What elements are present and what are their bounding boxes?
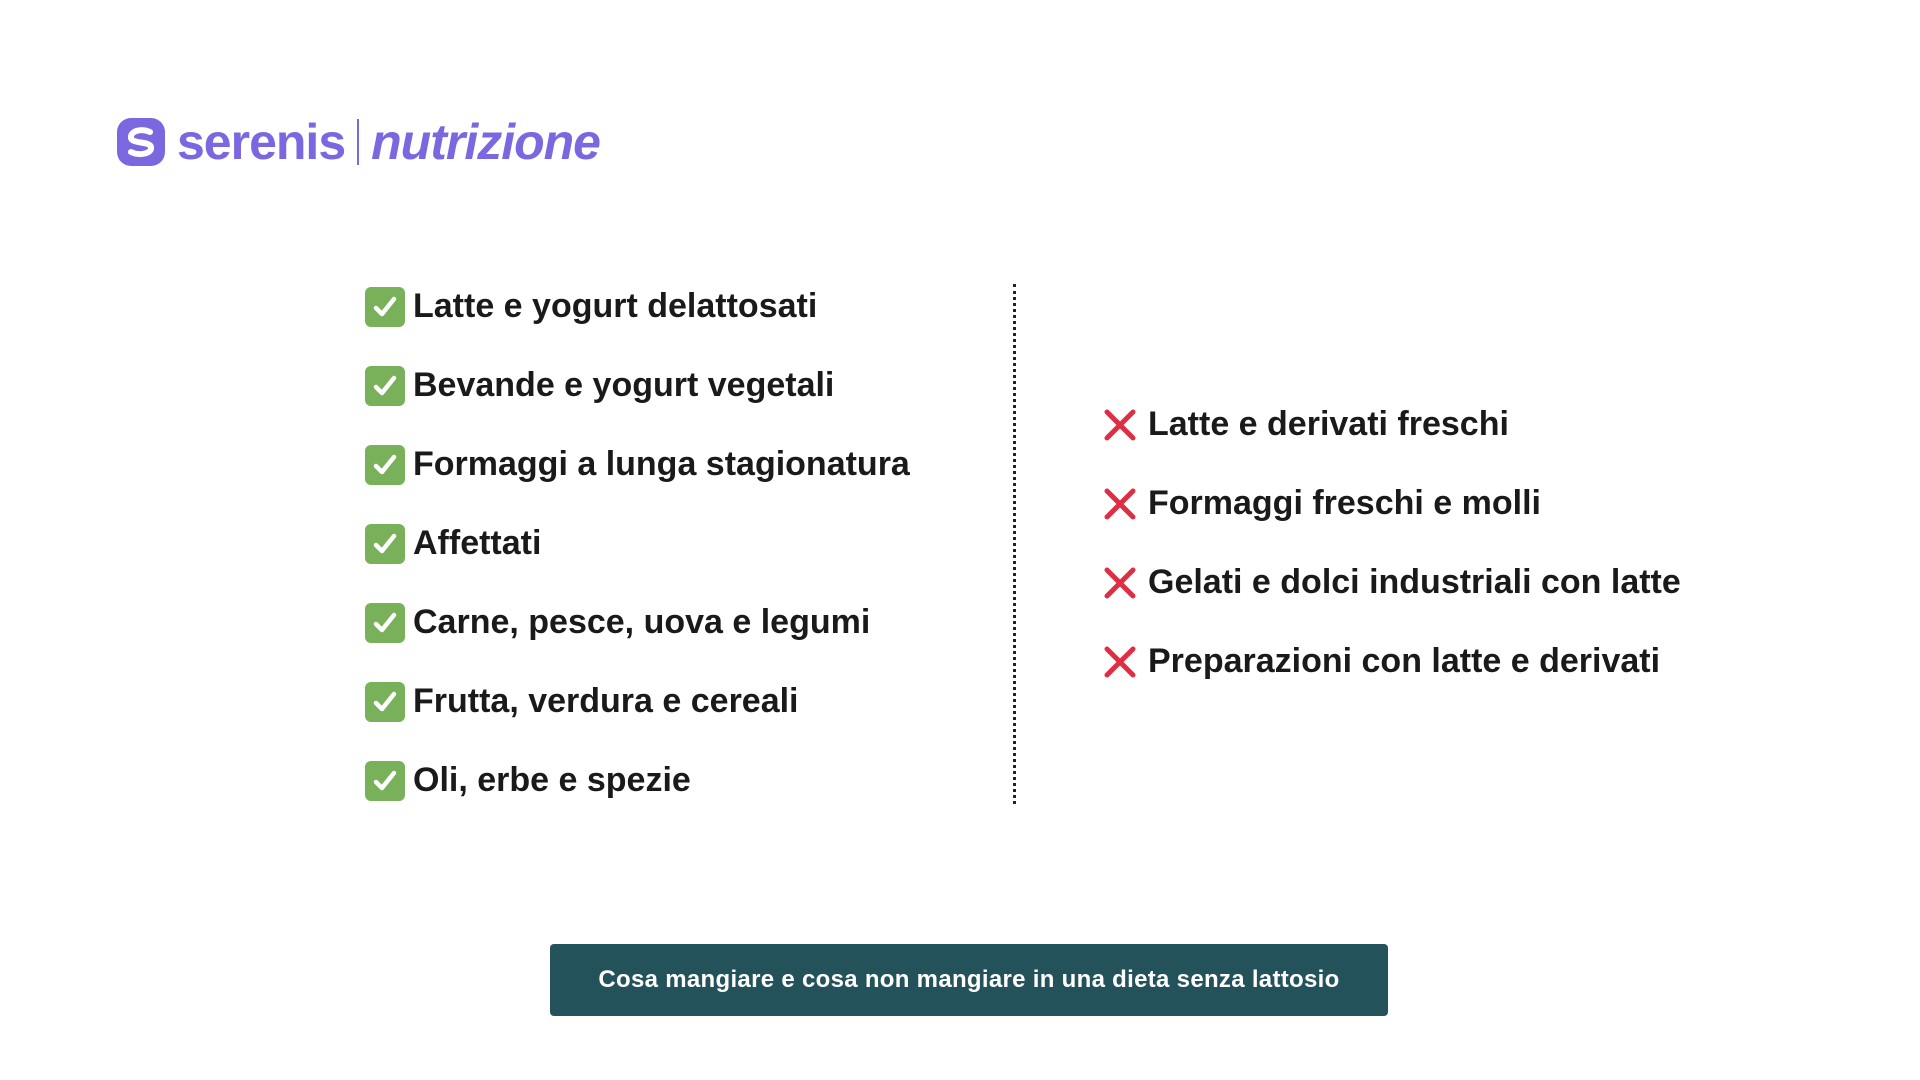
allowed-item xyxy=(365,346,910,425)
avoid-item-label: Latte e derivati freschi xyxy=(1148,405,1509,443)
avoid-item xyxy=(1100,543,1681,622)
check-mark-icon xyxy=(365,445,405,485)
avoid-foods-list xyxy=(1100,385,1681,701)
cross-mark-icon xyxy=(1100,642,1140,682)
cross-mark-icon xyxy=(1100,484,1140,524)
allowed-item xyxy=(365,267,910,346)
avoid-item xyxy=(1100,622,1681,701)
serenis-s-logo-icon xyxy=(117,118,165,166)
check-mark-icon xyxy=(365,682,405,722)
allowed-item-label: Bevande e yogurt vegetali xyxy=(413,366,835,404)
check-mark-icon xyxy=(365,366,405,406)
brand-product: nutrizione xyxy=(371,114,600,170)
allowed-item-label: Carne, pesce, uova e legumi xyxy=(413,603,871,641)
brand-name: serenis xyxy=(177,114,346,170)
check-mark-icon xyxy=(365,524,405,564)
allowed-item xyxy=(365,425,910,504)
allowed-item-label: Formaggi a lunga stagionatura xyxy=(413,445,910,483)
allowed-item xyxy=(365,662,910,741)
allowed-item xyxy=(365,504,910,583)
cross-mark-icon xyxy=(1100,563,1140,603)
brand-separator xyxy=(357,119,359,165)
allowed-item-label: Frutta, verdura e cereali xyxy=(413,682,799,720)
allowed-item-label: Oli, erbe e spezie xyxy=(413,761,691,799)
caption-text: Cosa mangiare e cosa non mangiare in una dieta senza lattosio xyxy=(598,966,1340,993)
avoid-item xyxy=(1100,464,1681,543)
check-mark-icon xyxy=(365,287,405,327)
allowed-item-label: Affettati xyxy=(413,524,542,562)
avoid-item-label: Preparazioni con latte e derivati xyxy=(1148,642,1661,680)
allowed-item xyxy=(365,583,910,662)
avoid-item-label: Gelati e dolci industriali con latte xyxy=(1148,563,1681,601)
caption-banner xyxy=(550,944,1388,1016)
column-divider xyxy=(1013,284,1016,804)
allowed-item xyxy=(365,741,910,820)
allowed-item-label: Latte e yogurt delattosati xyxy=(413,287,818,325)
check-mark-icon xyxy=(365,761,405,801)
avoid-item-label: Formaggi freschi e molli xyxy=(1148,484,1541,522)
check-mark-icon xyxy=(365,603,405,643)
allowed-foods-list xyxy=(365,267,910,820)
brand-logo xyxy=(117,112,600,172)
avoid-item xyxy=(1100,385,1681,464)
cross-mark-icon xyxy=(1100,405,1140,445)
